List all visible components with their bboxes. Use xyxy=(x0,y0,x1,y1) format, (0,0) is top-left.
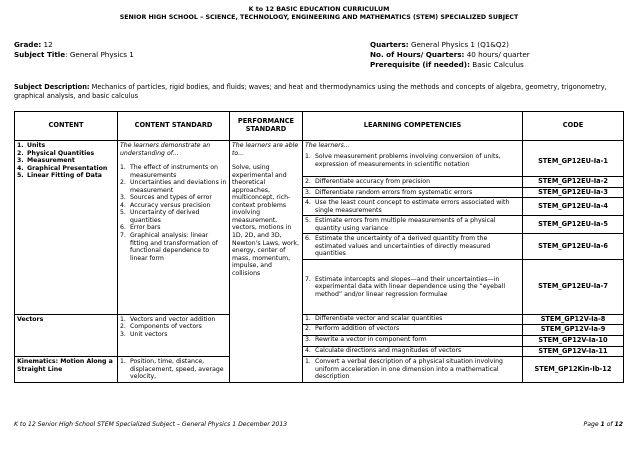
competency-code: STEM_GP12V-Ia-11 xyxy=(523,346,624,357)
table-row xyxy=(15,357,624,383)
content-cell: Vectors xyxy=(15,314,118,356)
hours-value: 40 hours/ quarter xyxy=(466,50,530,59)
prerequisite-value: Basic Calculus xyxy=(472,60,524,69)
content-standard-intro: The learners demonstrate an understanding of... xyxy=(120,142,211,157)
footer-text: K to 12 Senior High School STEM Specialized Subject – General Physics 1 December 2013 xyxy=(14,421,288,428)
content-standard-item: The effect of instruments on measurements xyxy=(130,164,218,179)
content-item: Measurement xyxy=(27,157,75,165)
content-standard-cell: The learners demonstrate an understanding of... 1. The effect of instruments on measurements 2. Uncertainties and deviations in measurement 3. Sources and types of error 4. Accuracy versus precision 5. Uncertainty of derived quantities 6. Error bars 7. Graphical analysis: linear fitting and transformation of functional dependence to linear form xyxy=(118,141,230,315)
grade-value: 12 xyxy=(43,40,53,49)
competency-text: Estimate intercepts and slopes—and their uncertainties—in experimental data with linear dependence using the “eyeball method” and/or linear regression formulae xyxy=(315,275,506,298)
content-standard-item: Accuracy versus precision xyxy=(130,201,211,209)
prerequisite-line xyxy=(370,60,524,70)
subject-description xyxy=(14,83,624,101)
hours-label: No. of Hours/ Quarters: xyxy=(370,50,465,59)
quarters-line xyxy=(370,40,509,50)
quarters-label: Quarters: xyxy=(370,40,409,49)
page-number: Page 1 of 12 xyxy=(583,421,623,428)
description-text: Mechanics of particles, rigid bodies, and fluids; waves; and heat and thermodynamics using the methods and concepts of algebra, geometry, trigonometry, graphical analysis, and basic calculus xyxy=(14,83,607,100)
competency-text: Differentiate accuracy from precision xyxy=(315,178,430,185)
description-label: Subject Description: xyxy=(14,83,90,91)
grade-label: Grade: xyxy=(14,40,42,49)
competency-code: STEM_GP12EU-Ia-4 xyxy=(523,198,624,216)
content-standard-item: Vectors and vector addition xyxy=(130,315,216,323)
competency-text: Differentiate random errors from systematic errors xyxy=(315,188,473,196)
subject-line xyxy=(14,50,134,60)
competency-text: Convert a verbal description of a physical situation involving uniform acceleration in one dimension into a mathematical description xyxy=(315,358,503,381)
content-standard-item: Unit vectors xyxy=(130,331,168,339)
competency-cell: 5. Estimate errors from multiple measurements of a physical quantity using variance xyxy=(303,216,523,234)
competency-cell: 3. Rewrite a vector in component form xyxy=(303,336,523,347)
competency-cell: 7. Estimate intercepts and slopes—and their uncertainties—in experimental data with linear dependence using the “eyeball method” and/or linear regression formulae xyxy=(303,259,523,314)
grade-line xyxy=(14,40,53,50)
competency-text: Estimate errors from multiple measurements of a physical quantity using variance xyxy=(315,217,496,232)
competency-text: Differentiate vector and scalar quantities xyxy=(315,314,443,322)
header-content-standard: CONTENT STANDARD xyxy=(118,112,230,141)
performance-standard-text: Solve, using experimental and theoretical approaches, multiconcept, rich-context problems involving measurement, vectors, motions in 1D, 2D, and 3D, Newton's Laws, work, energy, center of mass, momentum, impulse, and collisions xyxy=(232,164,299,277)
competency-code: STEM_GP12V-Ia-9 xyxy=(523,325,624,336)
content-standard-item: Components of vectors xyxy=(130,323,202,331)
content-standard-item: Error bars xyxy=(130,224,161,232)
competency-code: STEM_GP12EU-Ia-2 xyxy=(523,177,624,188)
competency-code: STEM_GP12EU-Ia-3 xyxy=(523,187,624,198)
performance-standard-intro: The learners are able to... xyxy=(232,142,299,157)
content-standard-item: Uncertainty of derived quantities xyxy=(130,209,200,224)
competency-code: STEM_GP12EU-Ia-5 xyxy=(523,216,624,234)
header-code: CODE xyxy=(523,112,624,141)
curriculum-subtitle: SENIOR HIGH SCHOOL – SCIENCE, TECHNOLOGY, ENGINEERING AND MATHEMATICS (STEM) SPECIALIZED SUBJECT xyxy=(119,14,519,21)
table-row xyxy=(15,314,624,325)
competency-text: Calculate directions and magnitudes of vectors xyxy=(315,346,462,354)
curriculum-title: K to 12 BASIC EDUCATION CURRICULUM xyxy=(248,6,390,13)
content-item: Physical Quantities xyxy=(27,149,95,157)
competency-code: STEM_GP12EU-Ia-7 xyxy=(523,259,624,314)
content-item: Linear Fitting of Data xyxy=(27,172,102,180)
competency-text: Estimate the uncertainty of a derived quantity from the estimated values and uncertainties of directly measured quantities xyxy=(315,235,491,258)
content-item: Graphical Presentation xyxy=(27,164,108,172)
competency-code: STEM_GP12V-Ia-8 xyxy=(523,314,624,325)
competency-cell: 6. Estimate the uncertainty of a derived quantity from the estimated values and uncertainties of directly measured quantities xyxy=(303,234,523,260)
competency-code: STEM_GP12EU-Ia-1 xyxy=(523,152,624,177)
competency-cell: 4. Use the least count concept to estimate errors associated with single measurements xyxy=(303,198,523,216)
content-standard-item: Position, time, distance, displacement, speed, average velocity, xyxy=(130,358,224,381)
table-header-row xyxy=(15,112,624,141)
competency-cell: 1. Solve measurement problems involving conversion of units, expression of measurements in scientific notation xyxy=(303,152,523,177)
header-learning-competencies: LEARNING COMPETENCIES xyxy=(303,112,523,141)
content-standard-cell: 1. Position, time, distance, displacement, speed, average velocity, xyxy=(118,357,230,383)
header-performance-standard: PERFORMANCE STANDARD xyxy=(230,112,303,141)
competencies-intro: The learners... xyxy=(303,141,523,153)
competency-text: Perform addition of vectors xyxy=(315,325,400,333)
subject-value: : General Physics 1 xyxy=(65,50,134,59)
competency-text: Solve measurement problems involving conversion of units, expression of measurements in scientific notation xyxy=(315,153,501,168)
competency-cell: 1. Convert a verbal description of a physical situation involving uniform acceleration in one dimension into a mathematical description xyxy=(303,357,523,383)
content-standard-item: Uncertainties and deviations in measurement xyxy=(130,179,227,194)
subject-label: Subject Title xyxy=(14,50,66,59)
competency-code: STEM_GP12EU-Ia-6 xyxy=(523,234,624,260)
competency-code: STEM_GP12V-Ia-10 xyxy=(523,336,624,347)
competency-cell: 2. Perform addition of vectors xyxy=(303,325,523,336)
header-content: CONTENT xyxy=(15,112,118,141)
content-cell: Kinematics: Motion Along a Straight Line xyxy=(15,357,118,383)
table-row xyxy=(15,141,624,153)
competency-cell: 3. Differentiate random errors from systematic errors xyxy=(303,187,523,198)
competency-cell: 1. Differentiate vector and scalar quantities xyxy=(303,314,523,325)
curriculum-table xyxy=(14,111,624,383)
competency-text: Rewrite a vector in component form xyxy=(315,336,427,344)
content-standard-item: Sources and types of error xyxy=(130,194,212,202)
content-cell: 1. Units 2. Physical Quantities 3. Measurement 4. Graphical Presentation 5. Linear Fitting of Data xyxy=(15,141,118,315)
hours-line xyxy=(370,50,530,60)
quarters-value: General Physics 1 (Q1&Q2) xyxy=(410,40,509,49)
competency-code: STEM_GP12Kin-Ib-12 xyxy=(523,357,624,383)
performance-standard-cell xyxy=(230,141,303,383)
content-standard-cell: 1. Vectors and vector addition 2. Components of vectors 3. Unit vectors xyxy=(118,314,230,356)
content-item: Units xyxy=(27,142,46,149)
content-standard-item: Graphical analysis: linear fitting and transformation of functional dependence to linear form xyxy=(130,232,218,262)
competency-cell: 2. Differentiate accuracy from precision xyxy=(303,177,523,188)
competency-text: Use the least count concept to estimate errors associated with single measurements xyxy=(315,199,510,214)
prerequisite-label: Prerequisite (if needed): xyxy=(370,60,470,69)
competency-cell: 4. Calculate directions and magnitudes of vectors xyxy=(303,346,523,357)
